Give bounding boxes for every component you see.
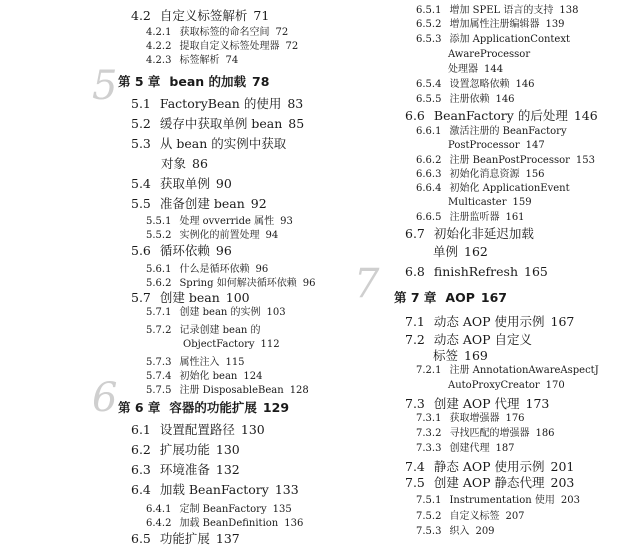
toc-entry-title: 寻找匹配的增强器 [449,428,530,439]
chapter-6-numeral: 6 [92,375,118,421]
toc-entry-title: 创建 bean [159,290,220,305]
toc-entry-page-number: 83 [287,96,304,111]
toc-entry-title: 容器的功能扩展 [169,400,257,415]
toc-entry-title: 扩展功能 [159,442,210,457]
toc-entry-title: 标签解析 [179,55,220,66]
toc-entry-number: 5.6.2 [146,278,172,289]
toc-entry-number: 7.2.1 [416,365,442,376]
toc-entry-number: 7.5 [405,475,425,490]
toc-entry-title: 缓存中获取单例 bean [159,116,283,131]
toc-entry-page-number: 96 [215,243,232,258]
toc-entry-number: 6.5.5 [416,94,442,105]
toc-entry-title: 记录创建 bean 的 [179,325,261,336]
toc-entry-page-number: 170 [545,380,565,391]
toc-entry-number: 6.5 [131,531,151,546]
toc-entry-number: 5.7.3 [146,357,172,368]
toc-entry-title: 获取标签的命名空间 [179,27,270,38]
toc-entry [405,228,534,241]
toc-entry-page-number: 209 [475,526,495,537]
toc-entry [416,527,495,537]
toc-entry [161,158,208,171]
toc-entry-number: 7.1 [405,314,425,329]
toc-entry-number: 5.5 [131,196,151,211]
toc-entry-number: 5.5.2 [146,230,172,241]
toc-entry-title: 创建 AOP 静态代理 [433,475,545,490]
toc-entry [146,308,286,318]
toc-entry-title: 实例化的前置处理 [179,230,260,241]
toc-entry-number: 5.3 [131,136,151,151]
toc-entry [405,461,574,474]
toc-entry-page-number: 100 [225,290,250,305]
toc-entry-title: 加载 BeanDefinition [179,518,279,529]
toc-entry-title: 织入 [449,526,470,537]
toc-entry [131,533,240,546]
toc-entry-title: 循环依赖 [159,243,210,258]
toc-entry-page-number: 74 [225,55,239,66]
toc-entry-page-number: 128 [289,385,309,396]
toc-entry [131,424,265,437]
toc-entry-page-number: 136 [284,518,304,529]
toc-entry [448,65,503,75]
toc-entry-page-number: 85 [288,116,305,131]
toc-entry [416,35,570,45]
toc-entry-number: 6.5.2 [416,19,442,30]
toc-entry-number: 5.1 [131,96,151,111]
toc-entry-title: FactoryBean 的使用 [159,96,282,111]
toc-entry-title: 注册 BeanPostProcessor [449,155,570,166]
toc-entry [146,56,238,66]
toc-entry-number: 7.3 [405,396,425,411]
toc-entry-number: 6.6.2 [416,155,442,166]
toc-entry [131,484,299,497]
toc-entry-page-number: 86 [192,156,208,171]
toc-entry [416,512,525,522]
toc-entry-title: PostProcessor [448,140,520,151]
toc-entry-title: 注册监听器 [449,212,500,223]
toc-entry-number: 第 6 章 [118,400,161,415]
toc-entry-title: 加载 BeanFactory [159,482,269,497]
toc-entry-page-number: 187 [495,443,515,454]
toc-entry-number: 6.3 [131,462,151,477]
toc-entry-number: 第 5 章 [118,74,161,89]
toc-entry [416,170,545,180]
toc-entry [183,340,280,350]
toc-entry [131,198,267,211]
toc-entry-page-number: 124 [243,371,263,382]
toc-entry-page-number: 72 [275,27,289,38]
toc-entry-number: 7.2 [405,332,425,347]
toc-entry-page-number: 90 [215,176,232,191]
toc-entry-number: 7.4 [405,459,425,474]
toc-entry-number: 7.3.3 [416,443,442,454]
chapter-7-numeral: 7 [354,261,380,307]
toc-entry-title: 初始化 ApplicationEvent [449,183,570,194]
toc-entry-title: 初始化消息资源 [449,169,520,180]
toc-entry [405,398,549,411]
toc-entry [405,110,598,123]
toc-entry [448,381,565,391]
toc-entry-number: 6.2 [131,442,151,457]
toc-entry [416,496,580,506]
toc-entry [146,265,268,275]
toc-entry-title: 静态 AOP 使用示例 [433,459,545,474]
toc-entry-number: 6.6 [405,108,425,123]
toc-entry-page-number: 169 [464,348,488,363]
toc-entry-page-number: 147 [525,140,545,151]
toc-entry-page-number: 103 [266,307,286,318]
toc-entry-title: AutoProxyCreator [448,380,540,391]
toc-entry [416,429,555,439]
toc-entry-title: 动态 AOP 使用示例 [433,314,545,329]
toc-entry [405,477,574,490]
toc-entry-page-number: 176 [505,413,525,424]
toc-entry [146,358,245,368]
toc-entry-page-number: 167 [480,290,507,305]
toc-entry [131,464,240,477]
toc-entry-page-number: 139 [545,19,565,30]
toc-entry-page-number: 144 [484,64,504,75]
toc-entry-title: Spring 如何解决循环依赖 [179,278,297,289]
toc-entry [131,444,240,457]
toc-entry-title: 初始化非延迟加载 [433,226,534,241]
toc-entry-title: 处理器 [448,64,478,75]
toc-entry [448,50,530,60]
toc-entry-number: 5.5.1 [146,216,172,227]
toc-entry-number: 5.7.1 [146,307,172,318]
toc-entry-page-number: 165 [524,264,548,279]
toc-entry-number: 6.6.3 [416,169,442,180]
toc-entry-page-number: 96 [302,278,316,289]
toc-entry-page-number: 138 [559,5,579,16]
chapter-5-numeral: 5 [92,63,118,109]
toc-entry-title: 环境准备 [159,462,210,477]
toc-entry-page-number: 115 [225,357,245,368]
toc-left-column [0,0,320,545]
toc-entry-page-number: 129 [262,400,290,415]
toc-entry-title: 准备创建 bean [159,196,245,211]
toc-entry-page-number: 146 [573,108,598,123]
toc-entry-title: 对象 [161,156,187,171]
toc-entry [405,316,574,329]
toc-entry-title: 定制 BeanFactory [179,504,267,515]
toc-entry-number: 5.6 [131,243,151,258]
toc-entry [416,80,535,90]
toc-entry-number: 4.2.1 [146,27,172,38]
toc-entry [146,326,261,336]
toc-entry-title: ObjectFactory [183,339,255,350]
toc-entry-number: 6.5.1 [416,5,442,16]
toc-entry-title: Instrumentation 使用 [449,495,555,506]
toc-entry-title: 激活注册的 BeanFactory [449,126,567,137]
toc-entry-title: 获取单例 [159,176,210,191]
toc-entry-number: 5.2 [131,116,151,131]
toc-entry-number: 5.7 [131,290,151,305]
toc-entry-page-number: 153 [575,155,596,166]
toc-entry-number: 7.5.1 [416,495,442,506]
toc-entry-title: 设置配置路径 [159,422,235,437]
toc-entry-page-number: 72 [285,41,299,52]
toc-entry-page-number: 162 [464,244,488,259]
toc-entry [146,386,309,396]
toc-entry-title: 处理 ovverride 属性 [179,216,275,227]
toc-entry-number: 5.6.1 [146,264,172,275]
toc-entry-title: 标签 [433,348,459,363]
toc-entry [146,279,315,289]
toc-entry [131,245,232,258]
toc-entry-title: finishRefresh [433,264,519,279]
toc-entry [433,246,488,259]
toc-entry-page-number: 135 [272,504,292,515]
toc-entry-number: 6.6.1 [416,126,442,137]
toc-entry-page-number: 132 [215,462,240,477]
toc-entry-title: 动态 AOP 自定义 [433,332,533,347]
toc-entry-number: 6.5.4 [416,79,442,90]
toc-entry-page-number: 71 [253,8,270,23]
toc-entry-title: AOP [445,290,475,305]
toc-entry-title: 注册 AnnotationAwareAspectJ [449,365,599,376]
toc-right-column [320,0,640,545]
toc-entry-title: 自定义标签解析 [159,8,248,23]
toc-entry-title: 功能扩展 [159,531,210,546]
toc-entry-page-number: 133 [274,482,299,497]
toc-entry [405,266,548,279]
toc-entry-number: 7.3.1 [416,413,442,424]
toc-entry-page-number: 203 [560,495,580,506]
toc-entry-page-number: 201 [550,459,575,474]
toc-entry-page-number: 146 [495,94,515,105]
toc-entry [146,28,288,38]
toc-entry-number: 6.4.2 [146,518,172,529]
toc-entry-title: 创建 bean 的实例 [179,307,261,318]
toc-entry [416,414,525,424]
toc-entry-number: 6.1 [131,422,151,437]
toc-entry [131,138,286,151]
toc-entry-number: 4.2.3 [146,55,172,66]
toc-entry-title: 注册 DisposableBean [179,385,284,396]
toc-entry [131,292,250,305]
toc-entry-title: 创建 AOP 代理 [433,396,520,411]
toc-entry-number: 7.5.3 [416,526,442,537]
toc-entry-number: 7.3.2 [416,428,442,439]
toc-entry-page-number: 130 [215,442,240,457]
toc-entry [146,519,303,529]
toc-entry [416,156,595,166]
toc-entry-number: 4.2 [131,8,151,23]
toc-entry-title: 增加 SPEL 语言的支持 [449,5,554,16]
toc-entry-number: 7.5.2 [416,511,442,522]
toc-entry [118,76,269,89]
toc-entry [416,20,565,30]
toc-entry-page-number: 203 [550,475,575,490]
toc-entry [416,6,578,16]
toc-entry-title: 提取自定义标签处理器 [179,41,280,52]
toc-entry-page-number: 94 [265,230,279,241]
toc-entry-title: 添加 ApplicationContext [449,34,570,45]
toc-entry [118,402,289,415]
toc-entry [448,141,545,151]
toc-entry [131,98,303,111]
toc-entry-title: 设置忽略依赖 [449,79,510,90]
toc-entry [131,118,304,131]
toc-entry [146,42,298,52]
toc-entry-page-number: 78 [252,74,270,89]
toc-entry-page-number: 186 [535,428,555,439]
toc-entry-page-number: 167 [550,314,575,329]
toc-entry-title: 自定义标签 [449,511,500,522]
toc-entry [146,217,293,227]
toc-entry [416,127,567,137]
toc-entry-number: 5.7.2 [146,325,172,336]
toc-entry-title: 初始化 bean [179,371,238,382]
toc-entry-title: 什么是循环依赖 [179,264,250,275]
toc-entry [131,10,269,23]
toc-entry [146,372,262,382]
toc-entry [416,366,599,376]
toc-entry-title: 属性注入 [179,357,220,368]
toc-entry-number: 6.6.5 [416,212,442,223]
toc-entry-title: 创建代理 [449,443,490,454]
toc-entry-title: 注册依赖 [449,94,490,105]
toc-entry [416,184,570,194]
toc-entry-number: 5.7.4 [146,371,172,382]
toc-entry [405,334,532,347]
toc-entry-page-number: 112 [260,339,280,350]
toc-entry [394,292,507,305]
toc-entry-number: 6.5.3 [416,34,442,45]
toc-entry [416,444,515,454]
toc-entry-number: 6.7 [405,226,425,241]
toc-entry-number: 6.6.4 [416,183,442,194]
toc-entry-title: 单例 [433,244,459,259]
toc-entry-page-number: 173 [525,396,550,411]
toc-entry [146,505,292,515]
toc-entry-number: 5.7.5 [146,385,172,396]
toc-entry-title: Multicaster [448,197,507,208]
toc-entry-number: 6.4.1 [146,504,172,515]
toc-entry-title: 增加属性注册编辑器 [449,19,540,30]
toc-entry-page-number: 159 [512,197,532,208]
toc-entry [146,231,278,241]
toc-entry-number: 4.2.2 [146,41,172,52]
toc-entry-title: BeanFactory 的后处理 [433,108,568,123]
toc-entry-number: 5.4 [131,176,151,191]
toc-entry-number: 6.8 [405,264,425,279]
toc-entry-title: AwareProcessor [448,49,531,60]
toc-entry-page-number: 137 [215,531,240,546]
toc-entry-page-number: 207 [505,511,525,522]
toc-entry-number: 6.4 [131,482,151,497]
toc-entry [433,350,488,363]
toc-entry-title: 从 bean 的实例中获取 [159,136,287,151]
toc-entry [416,95,515,105]
toc-entry-page-number: 146 [515,79,535,90]
toc-entry [131,178,232,191]
toc-entry-page-number: 130 [240,422,265,437]
toc-entry-title: bean 的加载 [169,74,247,89]
toc-entry-page-number: 156 [525,169,545,180]
toc-entry-page-number: 92 [250,196,267,211]
toc-entry-page-number: 161 [505,212,525,223]
toc-entry-page-number: 93 [280,216,293,227]
toc-entry [416,213,525,223]
toc-entry-number: 第 7 章 [394,290,437,305]
toc-entry-title: 获取增强器 [449,413,500,424]
toc-entry-page-number: 96 [255,264,269,275]
toc-entry [448,198,532,208]
